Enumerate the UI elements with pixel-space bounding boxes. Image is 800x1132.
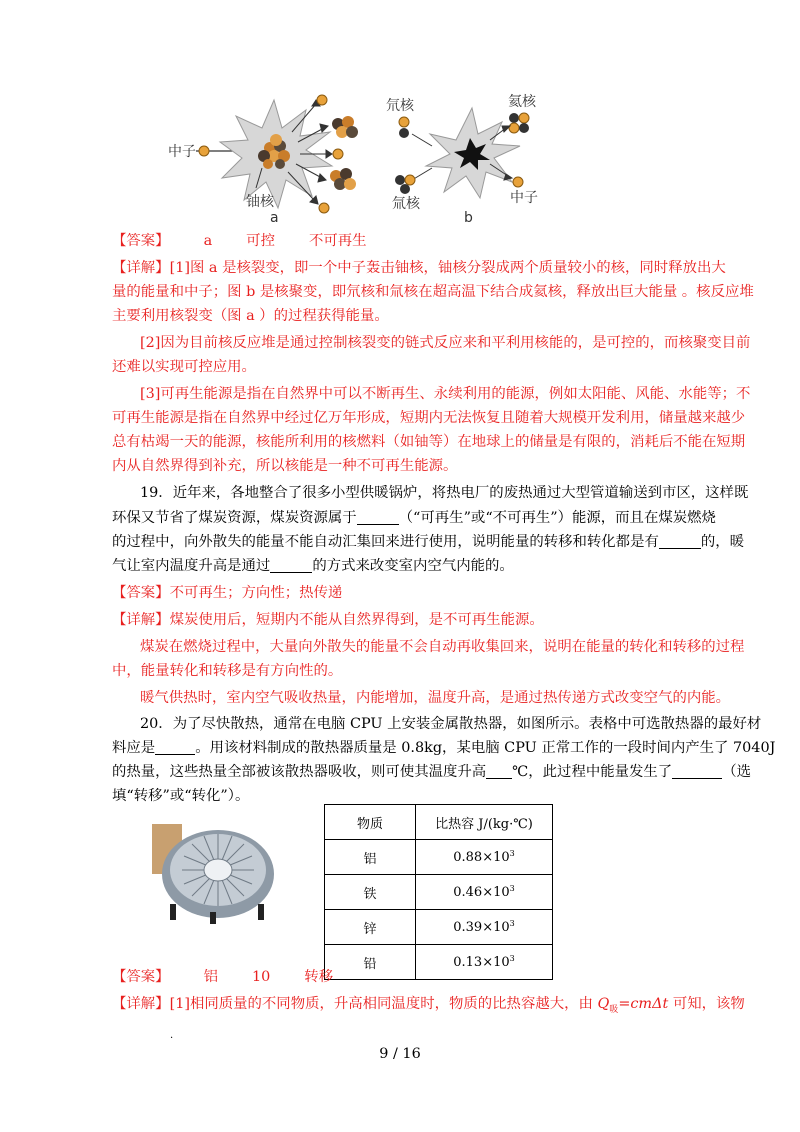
- q18-detail-3-line-4: [112, 456, 800, 477]
- q18-detail-1-line-3: [112, 306, 800, 327]
- stray-dot: .: [170, 1030, 174, 1041]
- q19-detail-line-2: [140, 637, 800, 658]
- table-cell-material: 锌: [325, 910, 416, 945]
- q20-answer-1: 铝: [203, 969, 218, 985]
- q18-detail-text: [1]图 a 是核裂变，即一个中子轰击铀核，铀核分裂成两个质量较小的核，同时释放出大: [169, 260, 726, 276]
- q19-stem-line-4: [112, 556, 800, 577]
- cpu-cooler-illustration: [152, 820, 282, 924]
- q20-stem-text: ℃，此过程中能量发生了: [512, 764, 673, 780]
- q18-detail-text: 可再生能源是指在自然界中经过亿万年形成，短期内无法恢复且随着大规模开发利用，储量越来越少: [112, 410, 746, 426]
- q18-detail-3-line-3: [112, 432, 800, 453]
- formula-q: Q: [597, 996, 610, 1012]
- cooler-hub: [204, 859, 232, 881]
- cpu-cooler-image: [152, 820, 282, 924]
- q19-detail-text: 煤炭使用后，短期内不能从自然界得到，是不可再生能源。: [169, 612, 544, 628]
- q20-stem-text: （选: [722, 764, 751, 780]
- q20-answer-line: [112, 967, 800, 988]
- table-header-row: [325, 805, 553, 840]
- q20-detail-line-1: [112, 994, 800, 1021]
- q18-detail-text: 内从自然界得到补充，所以核能是一种不可再生能源。: [112, 458, 458, 474]
- detail-tag: 【详解】: [112, 260, 170, 276]
- table-cell-material: 铁: [325, 875, 416, 910]
- q19-stem-text: 19．近年来，各地整合了很多小型供暖锅炉，将热电厂的废热通过大型管道输送到市区，这样既: [140, 485, 749, 501]
- table-cell-value: $0.46\times 10^3$: [416, 875, 553, 910]
- detail-tag: 【详解】: [112, 996, 170, 1012]
- specific-heat-table: [324, 804, 553, 980]
- page-separator: /: [392, 1046, 398, 1062]
- answer-blank[interactable]: [672, 764, 722, 779]
- q18-answer-3: 不可再生: [308, 233, 367, 249]
- q19-detail-text: 煤炭在燃烧过程中，大量向外散失的能量不会自动再收集回来，说明在能量的转化和转移的过程: [140, 639, 745, 655]
- page-current: 9: [379, 1046, 389, 1062]
- label-tritium: 氚核: [392, 196, 420, 212]
- q18-detail-text: 量的能量和中子；图 b 是核聚变，即氘核和氚核在超高温下结合成氦核，释放出巨大能量 。核反应堆: [112, 284, 754, 300]
- q20-stem-line-1: [140, 714, 800, 735]
- neutron-out-2: [333, 149, 343, 159]
- q19-detail-line-3: [112, 661, 800, 682]
- tritium-nucleus: [395, 175, 415, 194]
- q18-detail-1-line-2: [112, 282, 800, 303]
- mount-pin: [170, 904, 176, 920]
- label-neutron-in: 中子: [168, 144, 196, 160]
- q20-stem-text: 的热量，这些热量全部被该散热器吸收，则可使其温度升高: [112, 764, 487, 780]
- neutron-out-fusion: [513, 177, 523, 187]
- answer-tag: 【答案】: [112, 969, 170, 985]
- q18-detail-2-line-2: [112, 357, 800, 378]
- q19-detail-line-1: [112, 610, 800, 631]
- q18-detail-text: [3]可再生能源是指在自然界中可以不断再生、永续利用的能源，例如太阳能、风能、水能等；不: [140, 386, 751, 402]
- table-cell-value: $0.13\times 10^3$: [416, 945, 553, 980]
- q18-detail-3-line-1: [140, 384, 800, 405]
- page-total: 16: [402, 1046, 421, 1062]
- q20-stem-text: 料应是: [112, 740, 156, 756]
- answer-blank[interactable]: [270, 558, 312, 573]
- q19-stem-text: 气让室内温度升高是通过: [112, 558, 271, 574]
- q18-detail-1-line-1: [112, 258, 800, 279]
- fragment-2: [330, 168, 356, 190]
- q19-detail-text: 中，能量转化和转移是有方向性的。: [112, 663, 343, 679]
- q19-stem-text: 的，暖: [700, 534, 745, 550]
- q20-answer-2: 10: [251, 969, 271, 985]
- mount-pin: [258, 904, 264, 920]
- answer-blank[interactable]: [155, 740, 195, 755]
- table-row: [325, 875, 553, 910]
- answer-blank[interactable]: [486, 764, 512, 779]
- answer-tag: 【答案】: [112, 585, 170, 601]
- q19-detail-text: 暖气供热时，室内空气吸收热量，内能增加，温度升高，是通过热传递方式改变空气的内能。: [140, 690, 731, 706]
- table-cell-material: 铝: [325, 840, 416, 875]
- q18-answer-line: [112, 231, 800, 252]
- q18-answer-2: 可控: [246, 233, 275, 249]
- q20-stem-text: 。用该材料制成的散热器质量是 0.8kg，某电脑 CPU 正常工作的一段时间内产生了 7040J: [195, 740, 776, 756]
- q19-stem-text: 环保又节省了煤炭资源，煤炭资源属于: [112, 510, 357, 526]
- q20-stem-line-3: [112, 762, 800, 783]
- q19-stem-text: 的过程中，向外散失的能量不能自动汇集回来进行使用，说明能量的转移和转化都是有: [112, 534, 659, 550]
- table-header-cell: 比热容 J/(kg·℃): [416, 805, 553, 840]
- deuterium-nucleus: [399, 117, 409, 138]
- q19-stem-line-1: [140, 483, 800, 504]
- q18-answer-1: a: [203, 233, 213, 249]
- q19-answer: 不可再生；方向性；热传递: [169, 585, 343, 601]
- q18-detail-text: 主要利用核裂变（图 a ）的过程获得能量。: [112, 308, 389, 324]
- q19-stem-text: （“可再生”或“不可再生”）能源，而且在煤炭燃烧: [398, 510, 716, 526]
- q18-detail-3-line-2: [112, 408, 800, 429]
- deuterium-arrow: [412, 134, 432, 146]
- nuclear-diagram: [160, 88, 560, 228]
- neutron-out-3: [319, 203, 329, 213]
- nuclear-reaction-figure: [160, 88, 560, 228]
- neutron-ball: [199, 146, 209, 156]
- label-deuterium: 氘核: [386, 98, 414, 114]
- formula-rest: =cmΔt: [618, 996, 669, 1012]
- table-cell-material: 铅: [325, 945, 416, 980]
- q19-answer-line: [112, 583, 800, 604]
- q20-stem-text: 20．为了尽快散热，通常在电脑 CPU 上安装金属散热器，如图所示。表格中可选散热器的最好材: [140, 716, 762, 732]
- answer-blank[interactable]: [659, 534, 701, 549]
- caption-a: a: [270, 210, 279, 226]
- answer-tag: 【答案】: [112, 233, 170, 249]
- label-neutron-out: 中子: [510, 190, 538, 206]
- answer-blank[interactable]: [357, 510, 399, 525]
- label-helium: 氦核: [508, 94, 536, 110]
- q20-detail-text: 可知，该物: [668, 996, 745, 1012]
- q18-detail-text: 总有枯竭一天的能源，核能所利用的核燃料（如铀等）在地球上的储量是有限的，消耗后不能在短期: [112, 434, 746, 450]
- neutron-out-1: [317, 95, 327, 105]
- q19-detail-line-4: [140, 688, 800, 709]
- q19-stem-line-2: [112, 508, 800, 529]
- fragment-1: [332, 116, 358, 138]
- page-number: [0, 1046, 800, 1062]
- caption-b: b: [464, 210, 473, 226]
- detail-tag: 【详解】: [112, 612, 170, 628]
- table-cell-value: $0.88\times 10^3$: [416, 840, 553, 875]
- q18-detail-text: 还难以实现可控应用。: [112, 359, 256, 375]
- q18-detail-text: [2]因为目前核反应堆是通过控制核裂变的链式反应来和平利用核能的，是可控的，而核聚变目前: [140, 335, 751, 351]
- formula-subscript: 吸: [609, 1004, 619, 1015]
- q19-stem-line-3: [112, 532, 800, 553]
- helium-nucleus: [509, 113, 529, 133]
- table-cell-value: $0.39\times 10^3$: [416, 910, 553, 945]
- q20-detail-text: [1]相同质量的不同物质，升高相同温度时，物质的比热容越大，由: [169, 996, 598, 1012]
- q20-stem-line-2: [112, 738, 800, 759]
- q18-detail-2-line-1: [140, 333, 800, 354]
- mount-pin: [210, 912, 216, 924]
- q20-stem-text: 填“转移”或“转化”）。: [112, 788, 250, 804]
- table-header-cell: 物质: [325, 805, 416, 840]
- q20-answer-3: 转移: [304, 969, 334, 985]
- label-uranium: 铀核: [246, 194, 274, 210]
- table-row: [325, 840, 553, 875]
- q19-stem-text: 的方式来改变室内空气内能的。: [312, 558, 514, 574]
- table-row: [325, 910, 553, 945]
